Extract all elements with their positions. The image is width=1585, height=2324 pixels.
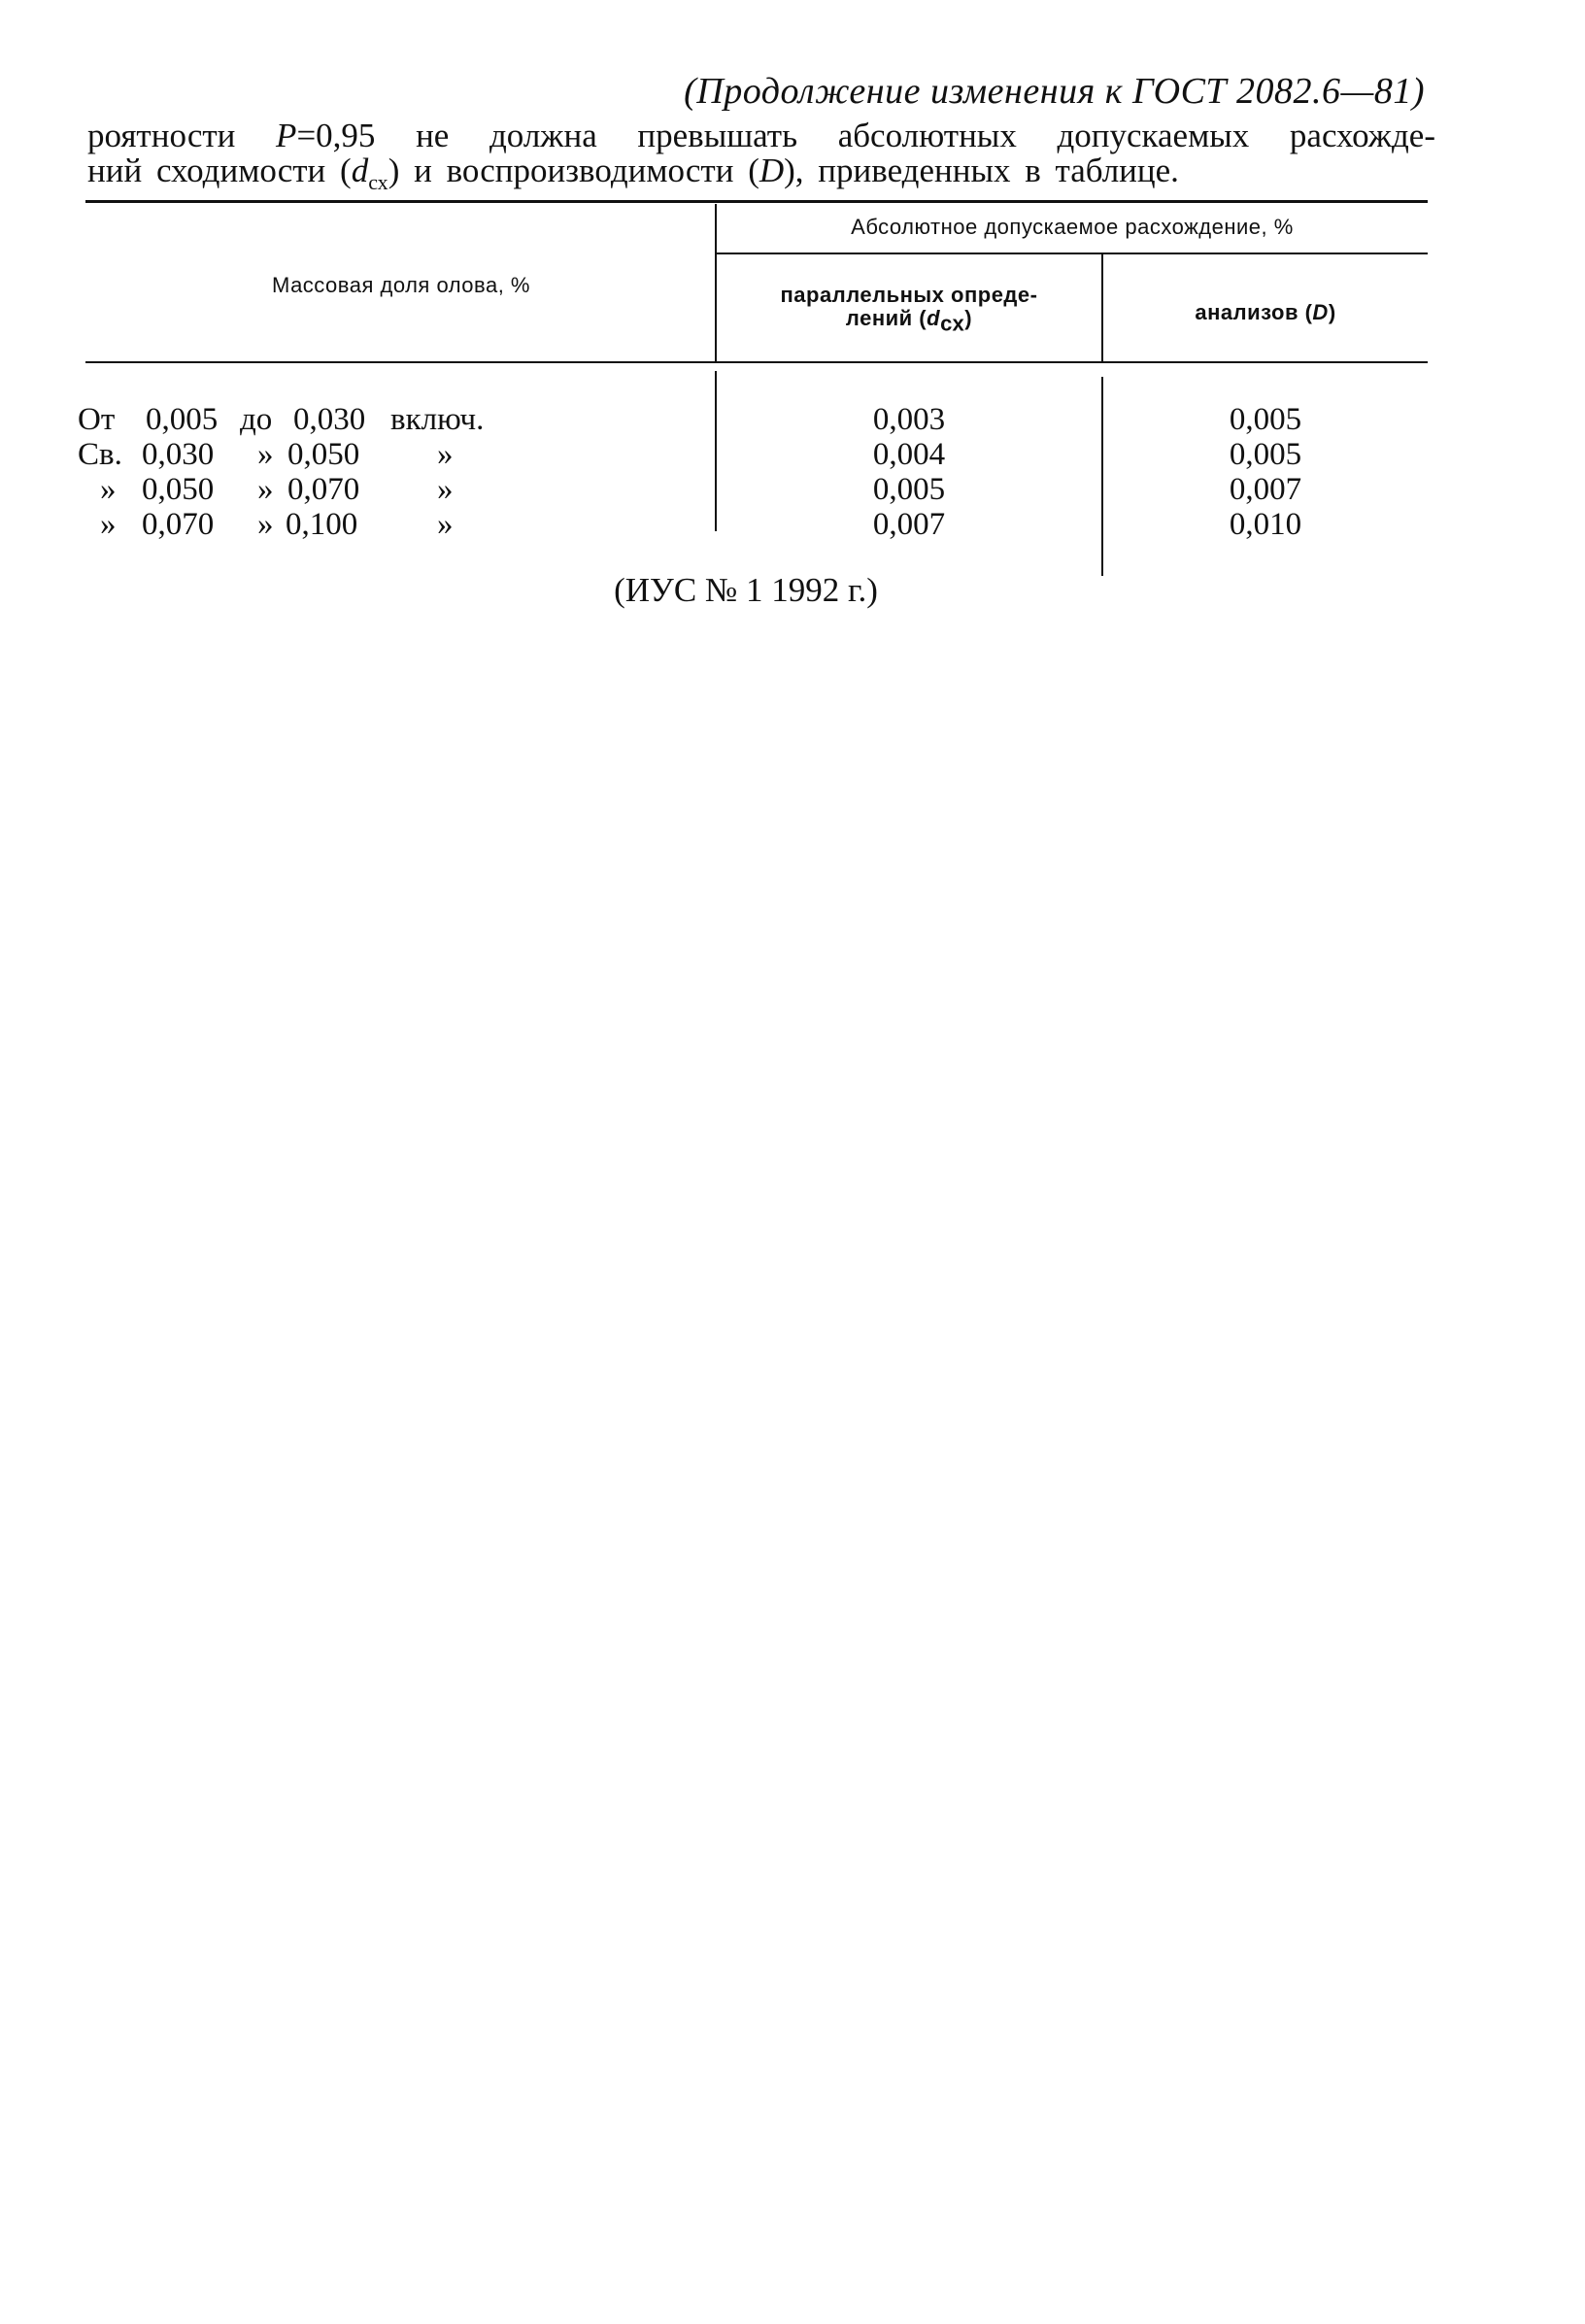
row-reproducibility: 0,010 [1229,507,1302,542]
table-row [0,402,1585,437]
header-text: анализов ( [1195,300,1313,324]
table-row [0,472,1585,507]
table-header-group: Абсолютное допускаемое расхождение, % [851,215,1294,239]
row-from: 0,070 [142,507,215,542]
row-reproducibility: 0,005 [1229,402,1302,437]
row-convergence: 0,004 [872,437,946,472]
body-paragraph [87,118,1435,200]
variable-p: P [276,117,297,154]
row-suffix: » [437,507,454,542]
row-from: 0,030 [142,437,215,472]
header-variable: D [1312,300,1329,324]
paragraph-line-2 [87,153,1435,200]
table-header-parallel [717,284,1101,335]
header-text: ) [964,306,973,330]
row-prefix: » [100,472,117,507]
row-mid: » [257,472,274,507]
table-top-rule [85,200,1428,203]
row-prefix: » [100,507,117,542]
running-head: (Продолжение изменения к ГОСТ 2082.6—81) [684,71,1425,112]
row-to: 0,030 [293,402,366,437]
row-suffix: » [437,437,454,472]
footer-note: (ИУС № 1 1992 г.) [614,571,878,609]
row-reproducibility: 0,007 [1229,472,1302,507]
paragraph-line-1 [87,118,1435,153]
header-variable: d [927,306,941,330]
row-prefix: От [78,402,116,437]
header-line [717,307,1101,335]
row-convergence: 0,005 [872,472,946,507]
table-row [0,507,1585,542]
row-from: 0,050 [142,472,215,507]
header-text: лений ( [845,306,927,330]
row-convergence: 0,007 [872,507,946,542]
header-text: ) [1328,300,1336,324]
row-suffix: включ. [390,402,485,437]
variable-d: d [351,152,369,189]
variable-D: D [759,152,785,189]
table-group-rule [717,253,1428,254]
row-convergence: 0,003 [872,402,946,437]
table-row [0,437,1585,472]
paragraph-text: =0,95 не должна превышать абсолютных допускаемых расхожде- [296,117,1435,154]
row-prefix: Св. [78,437,122,472]
row-suffix: » [437,472,454,507]
row-mid: » [257,507,274,542]
paragraph-text: ), приведенных в таблице. [784,152,1179,189]
table-header-tin-fraction: Массовая доля олова, % [272,273,530,297]
row-to: 0,050 [287,437,360,472]
paragraph-text: ) и воспроизводимости ( [388,152,759,189]
row-from: 0,005 [146,402,219,437]
table-header-analyses [1103,301,1428,324]
subscript-sx: сх [368,170,388,194]
row-to: 0,070 [287,472,360,507]
paragraph-text: роятности [87,117,277,154]
row-mid: » [257,437,274,472]
header-subscript: сх [940,311,965,336]
row-reproducibility: 0,005 [1229,437,1302,472]
table-header-rule [85,361,1428,363]
row-mid: до [240,402,273,437]
header-line: параллельных опреде- [780,283,1038,307]
paragraph-text: ний сходимости ( [87,152,352,189]
row-to: 0,100 [286,507,358,542]
